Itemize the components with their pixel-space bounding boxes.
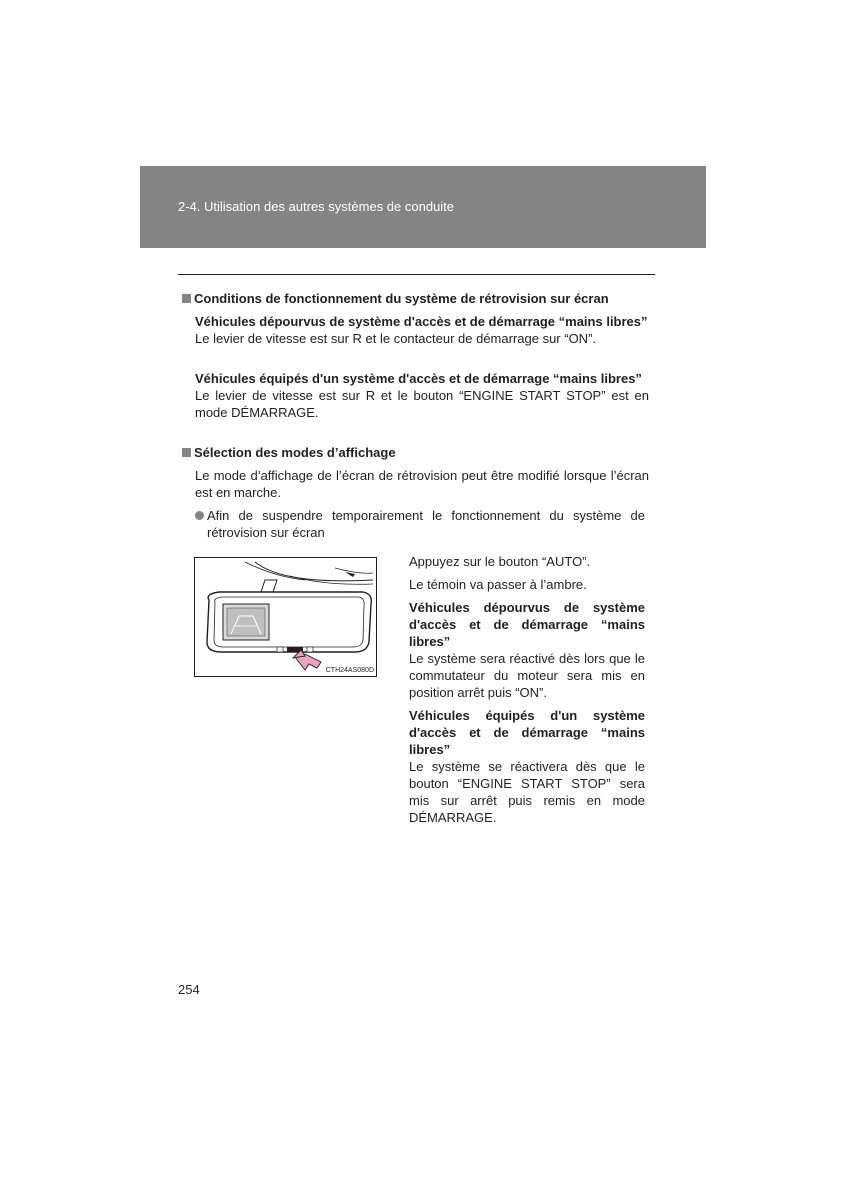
section-heading	[182, 444, 652, 461]
sub-heading: Véhicules dépourvus de système d'accès et de démarrage “mains libres”	[195, 314, 648, 329]
bullet-item	[195, 507, 645, 541]
instruction-indicator: Le témoin va passer à l’ambre.	[409, 577, 587, 592]
mirror-illustration	[194, 557, 377, 677]
bullet-text: Afin de suspendre temporairement le fonctionnement du système de rétrovision sur écran	[207, 508, 645, 540]
top-rule	[178, 274, 655, 275]
square-bullet-icon	[182, 294, 191, 303]
figure-code: CTH24AS080D	[325, 667, 374, 674]
instruction-press-auto: Appuyez sur le bouton “AUTO”.	[409, 554, 591, 569]
sub-text: Le système sera réactivé dès lors que le commutateur du moteur sera mis en position arrêt puis “ON”.	[409, 651, 645, 700]
section-heading-text: Conditions de fonctionnement du système de rétrovision sur écran	[194, 291, 609, 306]
sub-text: Le levier de vitesse est sur R et le contacteur de démarrage sur “ON”.	[195, 331, 597, 346]
sub-heading: Véhicules équipés d'un système d'accès et de démarrage “mains libres”	[195, 371, 642, 386]
sub-text: Le levier de vitesse est sur R et le bouton “ENGINE START STOP” est en mode DÉMARRAGE.	[195, 388, 649, 420]
sub-heading: Véhicules dépourvus de système d'accès et de démarrage “mains libres”	[409, 600, 645, 649]
sub-block-with-smart-key	[195, 370, 649, 421]
page-number: 254	[178, 982, 200, 997]
display-mode-intro: Le mode d’affichage de l’écran de rétrovision peut être modifié lorsque l’écran est en marche.	[195, 468, 649, 500]
section-heading	[182, 290, 652, 307]
chapter-title: 2-4. Utilisation des autres systèmes de conduite	[178, 199, 455, 214]
square-bullet-icon	[182, 448, 191, 457]
section-heading-text: Sélection des modes d’affichage	[194, 445, 396, 460]
sub-block-without-smart-key	[195, 313, 649, 347]
section-operating-conditions	[182, 290, 652, 307]
chapter-header	[140, 166, 706, 248]
sub-text: Le système se réactivera dès que le bouton “ENGINE START STOP” sera mis sur arrêt puis remis en mode DÉMARRAGE.	[409, 759, 645, 825]
rearview-mirror-drawing	[195, 558, 376, 676]
round-bullet-icon	[195, 511, 204, 520]
section-display-modes	[182, 444, 652, 461]
sub-heading: Véhicules équipés d'un système d'accès et de démarrage “mains libres”	[409, 708, 645, 757]
right-column	[409, 553, 645, 826]
